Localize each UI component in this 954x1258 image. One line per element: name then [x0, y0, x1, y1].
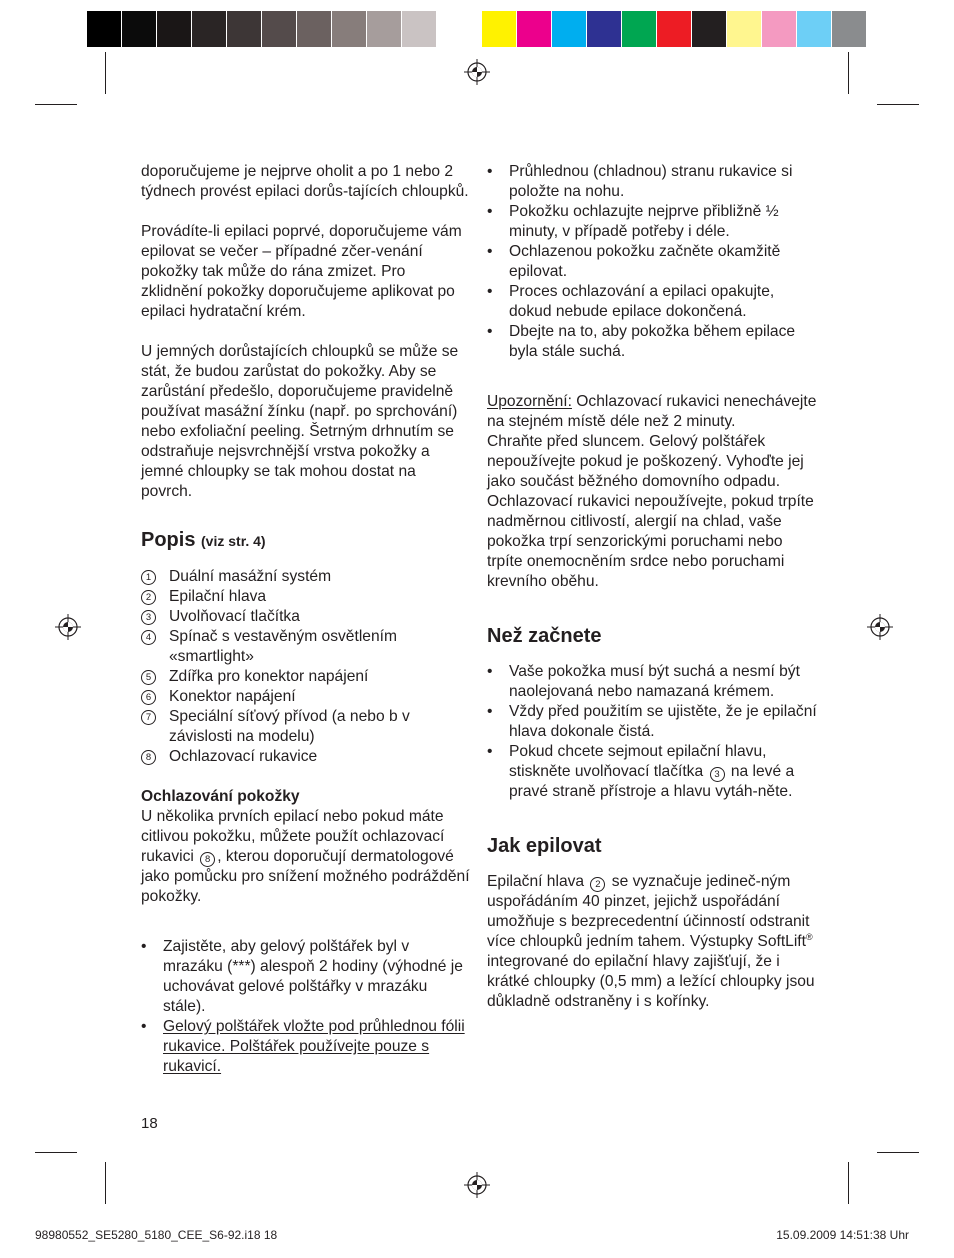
- color-swatch: [622, 11, 657, 47]
- bullet-text: Dbejte na to, aby pokožka během epilace byla stále suchá.: [509, 323, 796, 360]
- color-swatch: [727, 11, 762, 47]
- list-item: [487, 162, 817, 202]
- paragraph-how-to: [487, 872, 817, 1012]
- howto-text-c: integrované do epilační hlavy zajišťují, že i krátké chloupky (0,5 mm) a ležící chloupky jsou důkladně odstraněny i s kořínky.: [487, 953, 815, 1010]
- parts-list-label: Konektor napájení: [169, 688, 296, 705]
- color-swatch: [797, 11, 832, 47]
- heading-popis: [141, 528, 471, 553]
- grayscale-color-bar: [87, 11, 472, 47]
- color-swatch: [367, 11, 402, 47]
- list-item: [487, 662, 817, 702]
- parts-list-item: [141, 627, 471, 667]
- color-swatch: [437, 11, 472, 47]
- parts-list-label: Duální masážní systém: [169, 568, 332, 585]
- color-swatch: [402, 11, 437, 47]
- bullet-icon: •: [487, 323, 493, 340]
- bullet-text: Proces ochlazování a epilaci opakujte, dokud nebude epilace dokončená.: [509, 283, 775, 320]
- color-swatch: [297, 11, 332, 47]
- parts-list-label: Uvolňovací tlačítka: [169, 608, 300, 625]
- color-swatch: [87, 11, 122, 47]
- bullet-text: Průhlednou (chladnou) stranu rukavice si položte na nohu.: [509, 163, 793, 200]
- paragraph-intro: doporučujeme je nejprve oholit a po 1 nebo 2 týdnech provést epilaci dorůs-tajících chloupků.: [141, 163, 469, 200]
- bullet-text: Ochlazenou pokožku začněte okamžitě epilovat.: [509, 243, 781, 280]
- bullet-icon: •: [487, 243, 493, 260]
- callout-number: 2: [141, 590, 156, 605]
- parts-list-item: [141, 667, 471, 687]
- paragraph-warning: [487, 392, 817, 432]
- color-swatch: [657, 11, 692, 47]
- paragraph-cooling: [141, 807, 471, 907]
- color-swatch: [482, 11, 517, 47]
- subheading-cooling: Ochlazování pokožky: [141, 788, 300, 805]
- bullet-icon: •: [141, 1018, 147, 1035]
- callout-number: 7: [141, 710, 156, 725]
- registered-mark: ®: [805, 931, 813, 942]
- process-color-bar: [482, 11, 867, 47]
- callout-number: 5: [141, 670, 156, 685]
- list-item: [141, 1017, 471, 1077]
- registration-mark-icon: [464, 59, 490, 85]
- callout-number: 2: [590, 877, 605, 892]
- list-item: [487, 742, 817, 802]
- parts-list-item: [141, 587, 471, 607]
- cooling-steps-list: [487, 162, 817, 362]
- paragraph-safety: Chraňte před sluncem. Gelový polštářek nepoužívejte pokud je poškozený. Vyhoďte jej jako součást běžného domovního odpadu. Ochlazovací rukavici nepoužívejte, pokud trpíte nadměrnou citlivostí, alergií na chlad, vaše pokožka trpí senzorickými poruchami nebo trpíte onemocněním srdce nebo poruchami krevního oběhu.: [487, 433, 814, 590]
- left-column: [141, 162, 471, 1077]
- paragraph-ingrown-hair: U jemných dorůstajících chloupků se může se stát, že budou zarůstat do pokožky. Aby se zarůstání předešlo, doporučujeme pravidelně používat masážní žínku (např. po sprchování) nebo exfoliační peeling. Šetrným drhnutím se odstraňuje nejsvrchnější vrstva pokožky a jemné chloupky se tak mohou dostat na povrch.: [141, 343, 459, 500]
- footer-file-info: 98980552_SE5280_5180_CEE_S6-92.i18 18: [35, 1228, 278, 1242]
- bullet-icon: •: [487, 663, 493, 680]
- callout-number: 3: [141, 610, 156, 625]
- bullet-text: Pokožku ochlazujte nejprve přibližně ½ minuty, v případě potřeby i déle.: [509, 203, 779, 240]
- list-item: [487, 242, 817, 282]
- color-swatch: [552, 11, 587, 47]
- bullet-text-a: Pokud chcete sejmout epilační hlavu, stiskněte uvolňovací tlačítka: [509, 743, 767, 780]
- howto-text-b: se vyznačuje jedineč-ným uspořádáním 40 pinzet, jejichž uspořádání umožňuje s bezprecedentní účinností odstranit více chloupků jedním tahem. Výstupky SoftLift: [487, 873, 810, 950]
- parts-list-item: [141, 607, 471, 627]
- color-swatch: [332, 11, 367, 47]
- bullet-icon: •: [487, 203, 493, 220]
- color-swatch: [262, 11, 297, 47]
- list-item: [487, 202, 817, 242]
- list-item: [487, 282, 817, 322]
- howto-text-a: Epilační hlava: [487, 873, 585, 890]
- bullet-text: [509, 742, 817, 802]
- heading-nez-zacnete: Než začnete: [487, 625, 602, 647]
- bullet-icon: •: [487, 743, 493, 760]
- parts-list-label: Speciální síťový přívod (a nebo b v závislosti na modelu): [169, 708, 410, 745]
- color-swatch: [762, 11, 797, 47]
- registration-mark-icon: [55, 614, 81, 640]
- parts-list-item: [141, 687, 471, 707]
- color-swatch: [692, 11, 727, 47]
- parts-list-label: Zdířka pro konektor napájení: [169, 668, 369, 685]
- callout-number: 3: [710, 767, 725, 782]
- parts-list-label: Spínač s vestavěným osvětlením «smartlight»: [169, 628, 397, 665]
- bullet-text: Vaše pokožka musí být suchá a nesmí být naolejovaná nebo namazaná krémem.: [509, 663, 800, 700]
- color-swatch: [587, 11, 622, 47]
- bullet-icon: •: [141, 938, 147, 955]
- parts-list-label: Epilační hlava: [169, 588, 267, 605]
- warning-text: Ochlazovací rukavici nenechávejte na stejném místě déle než 2 minuty.: [487, 393, 817, 430]
- callout-number: 4: [141, 630, 156, 645]
- bullet-text: Zajistěte, aby gelový polštářek byl v mrazáku (***) alespoň 2 hodiny (výhodné je uchovávat gelové polštářky v mrazáku stále).: [163, 938, 463, 1015]
- right-column: [487, 162, 817, 1022]
- registration-mark-icon: [867, 614, 893, 640]
- registration-mark-icon: [464, 1172, 490, 1198]
- parts-list-label: Ochlazovací rukavice: [169, 748, 318, 765]
- bullet-text: Gelový polštářek vložte pod průhlednou fólii rukavice. Polštářek používejte pouze s rukavicí.: [163, 1018, 465, 1075]
- list-item: [487, 702, 817, 742]
- list-item: [487, 322, 817, 362]
- warning-label: Upozornění:: [487, 393, 572, 410]
- color-swatch: [192, 11, 227, 47]
- heading-popis-ref: (viz str. 4): [201, 533, 266, 549]
- cooling-text-a: U několika prvních epilací nebo pokud máte citlivou pokožku, můžete použít ochlazovací rukavici: [141, 808, 445, 865]
- color-swatch: [122, 11, 157, 47]
- bullet-icon: •: [487, 163, 493, 180]
- footer-timestamp: 15.09.2009 14:51:38 Uhr: [776, 1228, 909, 1242]
- paragraph-first-epilation: Provádíte-li epilaci poprvé, doporučujeme vám epilovat se večer – případné zčer-venání pokožky tak může do rána zmizet. Pro zklidnění pokožky doporučujeme aplikovat po epilaci hydratační krém.: [141, 223, 462, 320]
- parts-list-item: [141, 707, 471, 747]
- color-swatch: [157, 11, 192, 47]
- bullet-text-b: na levé a pravé straně přístroje a hlavu vytáh-něte.: [509, 763, 795, 800]
- color-swatch: [517, 11, 552, 47]
- color-swatch: [227, 11, 262, 47]
- callout-number: 1: [141, 570, 156, 585]
- color-swatch: [832, 11, 867, 47]
- heading-popis-title: Popis: [141, 529, 196, 551]
- parts-list: [141, 567, 471, 767]
- heading-jak-epilovat: Jak epilovat: [487, 835, 602, 857]
- cooling-text-b: , kterou doporučují dermatologové jako pomůcku pro snížení možného podráždění pokožky.: [141, 848, 470, 905]
- bullet-icon: •: [487, 283, 493, 300]
- parts-list-item: [141, 567, 471, 587]
- list-item: [141, 937, 471, 1017]
- bullet-icon: •: [487, 703, 493, 720]
- callout-number: 8: [141, 750, 156, 765]
- callout-number: 8: [200, 852, 215, 867]
- callout-number: 6: [141, 690, 156, 705]
- page-number: 18: [141, 1115, 158, 1132]
- bullet-text: Vždy před použitím se ujistěte, že je epilační hlava dokonale čistá.: [509, 703, 817, 740]
- parts-list-item: [141, 747, 471, 767]
